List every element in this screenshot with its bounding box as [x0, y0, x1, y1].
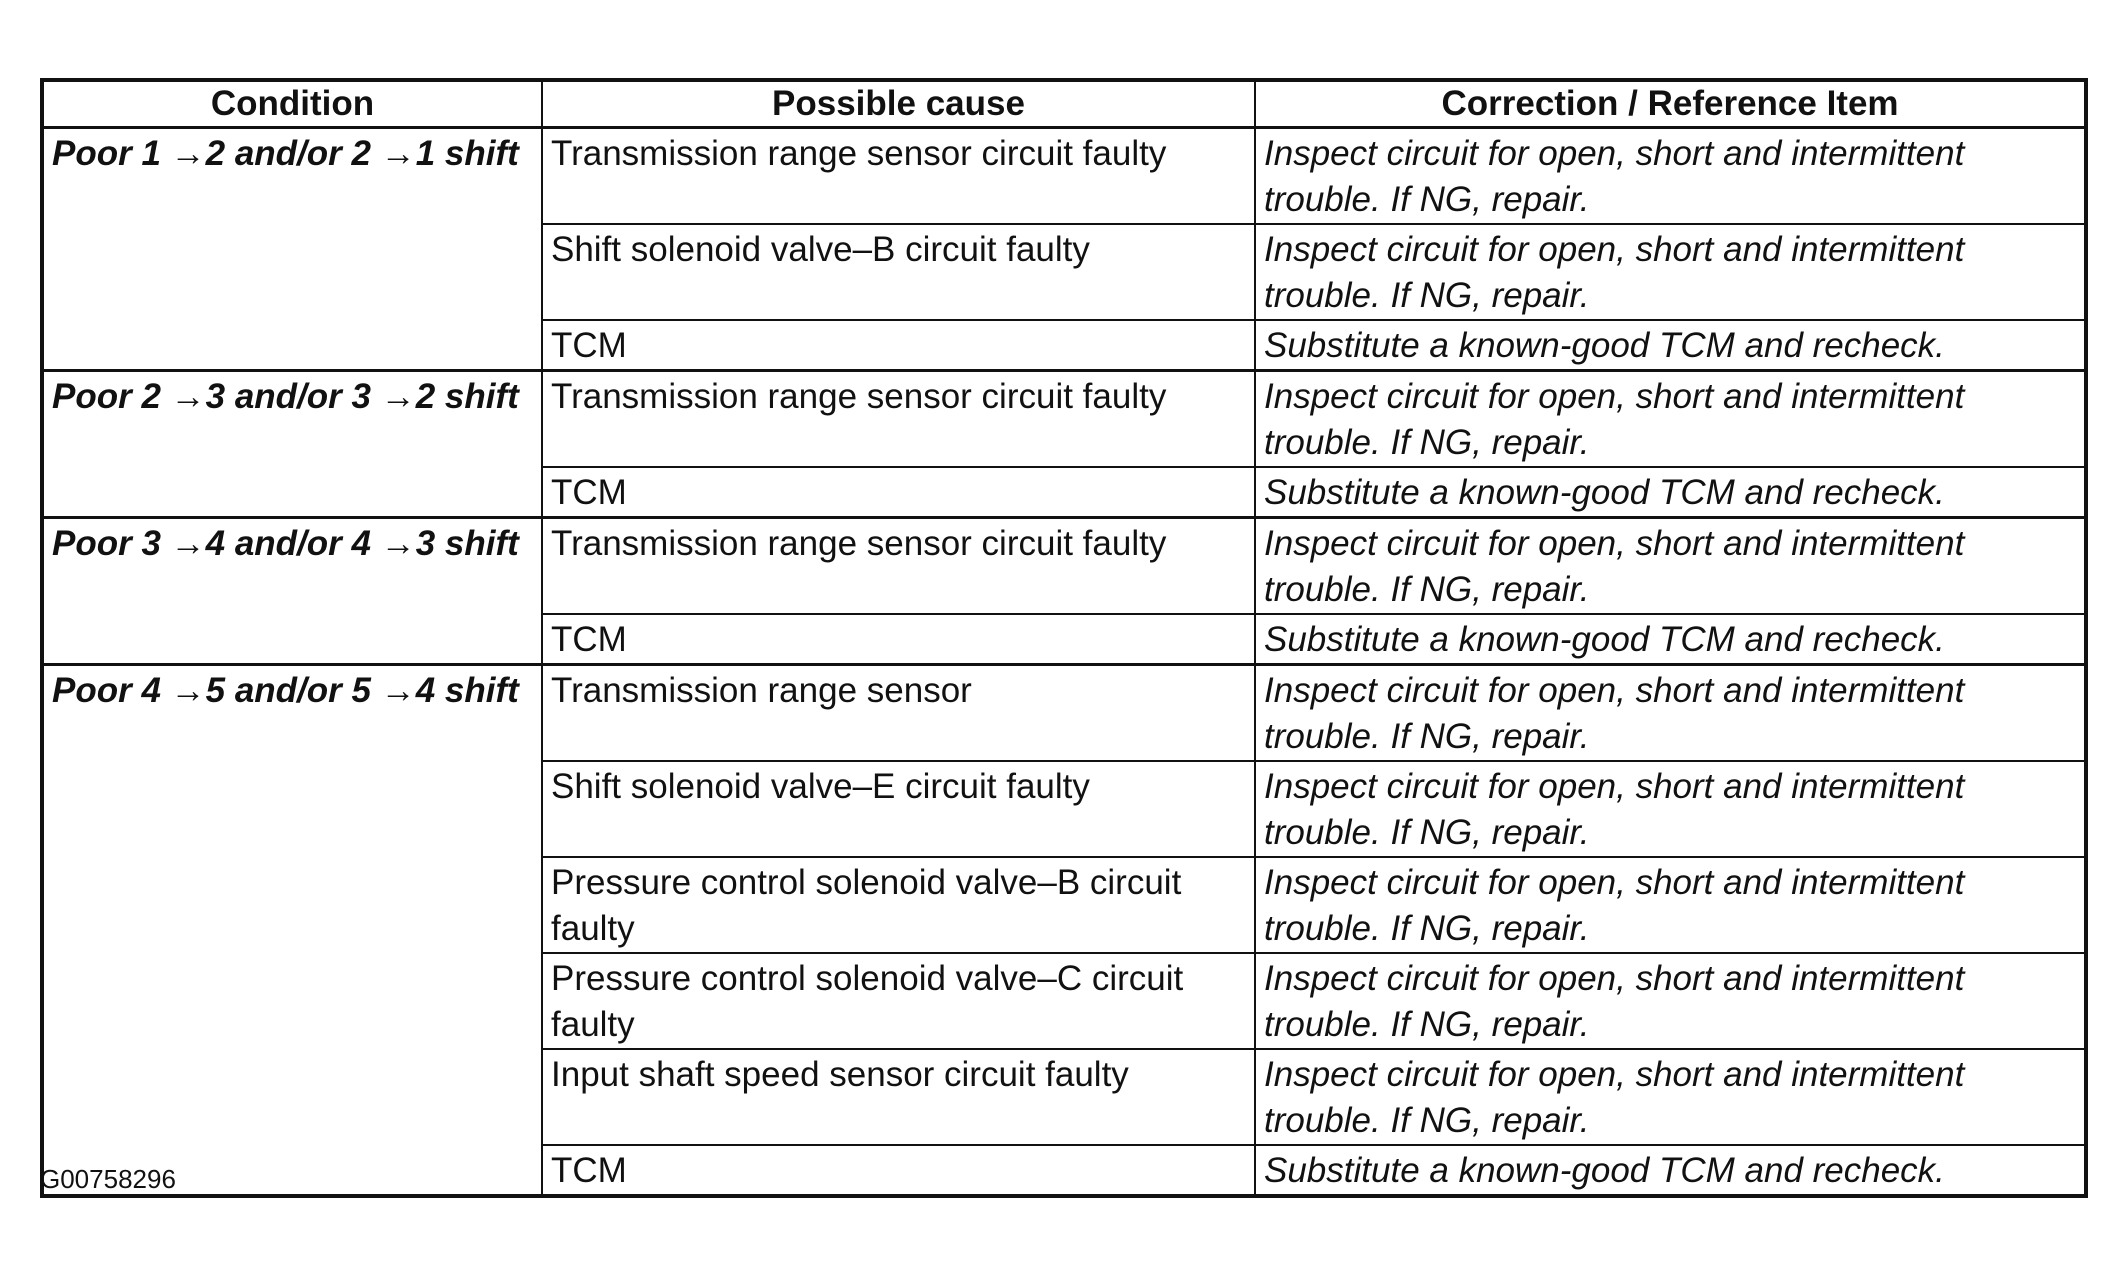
- condition-cell: Poor 1 →2 and/or 2 →1 shift: [42, 128, 542, 371]
- correction-cell: Substitute a known-good TCM and recheck.: [1255, 1145, 2086, 1196]
- table-row: [42, 128, 2086, 225]
- correction-cell: Inspect circuit for open, short and intermittent trouble. If NG, repair.: [1255, 1049, 2086, 1145]
- possible-cause-cell: Transmission range sensor circuit faulty: [542, 518, 1255, 615]
- condition-cell: Poor 2 →3 and/or 3 →2 shift: [42, 371, 542, 518]
- table-row: [42, 518, 2086, 615]
- table-row: [42, 665, 2086, 762]
- correction-cell: Substitute a known-good TCM and recheck.: [1255, 467, 2086, 518]
- correction-cell: Substitute a known-good TCM and recheck.: [1255, 320, 2086, 371]
- correction-cell: Inspect circuit for open, short and intermittent trouble. If NG, repair.: [1255, 518, 2086, 615]
- possible-cause-cell: TCM: [542, 467, 1255, 518]
- correction-cell: Inspect circuit for open, short and intermittent trouble. If NG, repair.: [1255, 224, 2086, 320]
- possible-cause-cell: Transmission range sensor circuit faulty: [542, 371, 1255, 468]
- condition-cell: Poor 4 →5 and/or 5 →4 shift: [42, 665, 542, 1197]
- possible-cause-cell: Shift solenoid valve–E circuit faulty: [542, 761, 1255, 857]
- possible-cause-cell: Input shaft speed sensor circuit faulty: [542, 1049, 1255, 1145]
- correction-cell: Inspect circuit for open, short and intermittent trouble. If NG, repair.: [1255, 761, 2086, 857]
- possible-cause-cell: TCM: [542, 320, 1255, 371]
- correction-cell: Inspect circuit for open, short and intermittent trouble. If NG, repair.: [1255, 371, 2086, 468]
- possible-cause-cell: Pressure control solenoid valve–C circuit faulty: [542, 953, 1255, 1049]
- table-row: [42, 371, 2086, 468]
- possible-cause-cell: Transmission range sensor circuit faulty: [542, 128, 1255, 225]
- correction-cell: Inspect circuit for open, short and intermittent trouble. If NG, repair.: [1255, 128, 2086, 225]
- condition-cell: Poor 3 →4 and/or 4 →3 shift: [42, 518, 542, 665]
- header-condition: Condition: [42, 80, 542, 128]
- possible-cause-cell: TCM: [542, 1145, 1255, 1196]
- correction-cell: Substitute a known-good TCM and recheck.: [1255, 614, 2086, 665]
- table-body: [42, 128, 2086, 1197]
- possible-cause-cell: Pressure control solenoid valve–B circuit faulty: [542, 857, 1255, 953]
- correction-cell: Inspect circuit for open, short and intermittent trouble. If NG, repair.: [1255, 953, 2086, 1049]
- header-correction: Correction / Reference Item: [1255, 80, 2086, 128]
- correction-cell: Inspect circuit for open, short and intermittent trouble. If NG, repair.: [1255, 857, 2086, 953]
- possible-cause-cell: TCM: [542, 614, 1255, 665]
- figure-id: G00758296: [40, 1164, 176, 1194]
- correction-cell: Inspect circuit for open, short and intermittent trouble. If NG, repair.: [1255, 665, 2086, 762]
- diagnosis-table-container: [40, 78, 2084, 1198]
- diagnosis-table: [40, 78, 2088, 1198]
- header-possible-cause: Possible cause: [542, 80, 1255, 128]
- possible-cause-cell: Shift solenoid valve–B circuit faulty: [542, 224, 1255, 320]
- header-row: [42, 80, 2086, 128]
- possible-cause-cell: Transmission range sensor: [542, 665, 1255, 762]
